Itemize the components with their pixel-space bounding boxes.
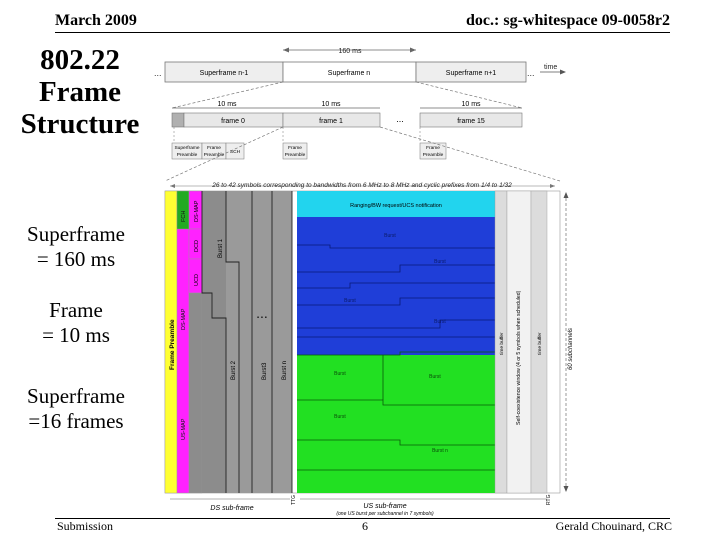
ds-map-label: DS-MAP [181,308,187,330]
time-buffer-label: time buffer [538,332,543,355]
us-burst-label: Burst [344,298,356,304]
us-map-label: US-MAP [181,418,187,440]
note-line: Superframe [27,384,125,408]
ds-map-label: DS-MAP [194,200,200,222]
us-burst-label: Burst [384,233,396,239]
time-buffer-label: time buffer [500,332,505,355]
burst3-label: Burst3 [262,362,268,380]
ds-subframe-label: DS sub-frame [210,505,254,512]
us-burst-label: Burst [334,371,346,377]
note-line: Frame [49,298,103,322]
title-line: Frame [38,76,122,108]
sch-label: SCH [229,150,241,155]
header-doc-id: doc.: sg-whitespace 09-0058r2 [466,12,670,29]
frame-duration-label: 10 ms [217,101,237,108]
frame-label: frame 1 [319,118,343,125]
note-line: Superframe [27,222,125,246]
us-burst-label: Burst [434,319,446,325]
footer-page-number: 6 [362,519,368,533]
ds-burst-area [226,191,292,493]
symbols-caption: 26 to 42 symbols corresponding to bandwidths from 6 MHz to 8 MHz and cyclic prefixes from 1/4 to 1/32 [212,182,512,189]
superframe-label: Superframe n+1 [445,70,497,77]
us-subframe-label: US sub-frame [363,503,407,510]
title-line: 802.22 [40,44,120,76]
subchannels-label: 60 subchannels [568,327,574,370]
frame-preamble-label: Frame [288,146,302,151]
span-160ms-label: 160 ms [338,48,362,55]
dcd-label: DCD [194,240,200,252]
rtg-label: RTG [546,494,552,505]
ds-burst-area [202,191,226,493]
frame-detail [165,182,574,517]
frame-ellipsis: ... [396,114,404,124]
title-line: Structure [20,108,140,140]
frame-preamble-label: Frame [426,146,440,151]
us-burst-label: Burst n [432,448,448,454]
note-line: =16 frames [28,409,124,433]
ds-burst-ellipsis: ... [256,305,268,321]
frame-label: frame 15 [457,118,485,125]
us-burst-label: Burst [334,414,346,420]
frame-preamble-label: Preamble [203,153,225,158]
us-blue-bursts [297,217,495,355]
frame-label: frame 0 [221,118,245,125]
map-column [177,191,189,493]
superframe-preamble-label: Preamble [176,153,198,158]
frame-preamble-label: Frame Preamble [169,319,176,370]
ucd-label: UCD [194,274,200,286]
frame-preamble-label: Frame [207,146,221,151]
burst2-label: Burst 2 [231,360,237,380]
footer-submission: Submission [57,519,114,533]
note-line: = 10 ms [42,323,110,347]
superframe-label: Superframe n [327,70,371,77]
superframe-label: Superframe n-1 [199,70,249,77]
frame-preamble-label: Preamble [422,153,444,158]
fch-label: FCH [181,210,187,222]
footer-author: Gerald Chouinard, CRC [555,519,672,533]
ranging-label: Ranging/BW request/UCS notification [350,203,442,209]
fch-block [177,191,189,229]
superframe-row [154,48,566,109]
frame-duration-label: 10 ms [321,101,341,108]
burst1-label: Burst 1 [218,238,224,258]
us-subframe-note: (one US burst per subchannel in 7 symbols) [336,511,434,517]
self-coexistence-label: Self-coexistence window (4 or 5 symbols when scheduled) [516,290,522,425]
ttg-label: TTG [291,495,297,505]
ellipsis-left: ... [154,68,162,78]
us-green-bursts [297,355,495,493]
frame-preamble-label: Preamble [284,153,306,158]
note-line: = 160 ms [36,247,116,271]
superframe-preamble-label: Superframe [174,146,200,151]
time-axis-label: time [544,64,558,71]
frame-duration-label: 10 ms [461,101,481,108]
frame-row [165,101,560,181]
ellipsis-right: ... [527,68,535,78]
header-date: March 2009 [55,12,137,29]
us-burst-label: Burst [434,259,446,265]
us-burst-label: Burst [429,374,441,380]
burst-n-label: Burst n [282,360,288,380]
